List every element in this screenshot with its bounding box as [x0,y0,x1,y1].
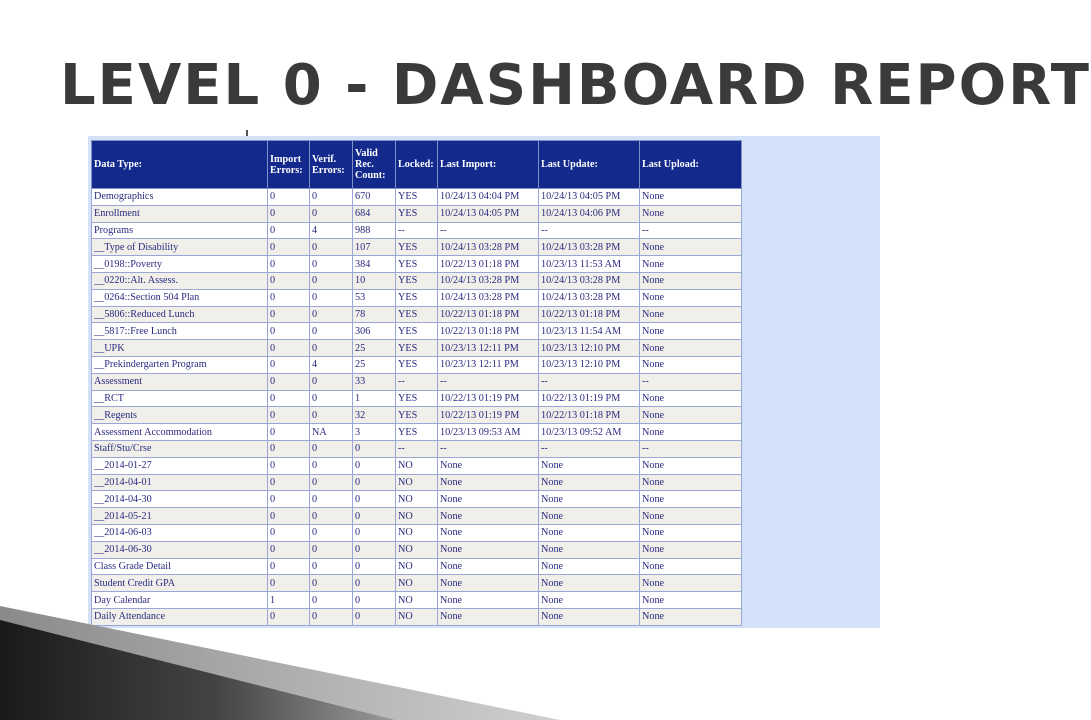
cell-last-update: 10/23/13 11:54 AM [539,323,640,340]
cell-data-type: __Prekindergarten Program [92,356,268,373]
cell-verif-errors: 0 [310,440,353,457]
cell-locked: NO [396,558,438,575]
cell-locked: NO [396,508,438,525]
table-row [92,390,742,407]
table-row [92,289,742,306]
col-header-last-import: Last Import: [438,141,539,189]
cell-last-update: -- [539,373,640,390]
cell-data-type: __2014-05-21 [92,508,268,525]
cell-last-import: -- [438,222,539,239]
cell-locked: YES [396,306,438,323]
cell-data-type: __UPK [92,340,268,357]
cell-data-type: __2014-06-03 [92,524,268,541]
table-row [92,340,742,357]
cell-last-upload: None [640,575,742,592]
cell-locked: -- [396,440,438,457]
col-header-last-update: Last Update: [539,141,640,189]
cell-data-type: __RCT [92,390,268,407]
cell-last-import: 10/22/13 01:18 PM [438,256,539,273]
cell-valid-rec-count: 32 [353,407,396,424]
cell-locked: NO [396,608,438,625]
cell-locked: YES [396,340,438,357]
cell-valid-rec-count: 0 [353,508,396,525]
cell-verif-errors: 0 [310,189,353,206]
cell-last-upload: None [640,272,742,289]
cell-last-import: None [438,491,539,508]
cell-valid-rec-count: 3 [353,424,396,441]
cell-verif-errors: 0 [310,390,353,407]
cell-last-import: -- [438,373,539,390]
cell-locked: NO [396,592,438,609]
col-header-import-errors: Import Errors: [268,141,310,189]
cell-last-upload: None [640,390,742,407]
cell-import-errors: 0 [268,256,310,273]
cell-last-import: 10/24/13 03:28 PM [438,289,539,306]
table-row [92,256,742,273]
cell-verif-errors: 0 [310,306,353,323]
table-row [92,508,742,525]
cell-last-update: -- [539,440,640,457]
table-row [92,239,742,256]
cell-data-type: __5817::Free Lunch [92,323,268,340]
table-row [92,541,742,558]
cell-data-type: Student Credit GPA [92,575,268,592]
cell-locked: YES [396,289,438,306]
cell-import-errors: 0 [268,424,310,441]
cell-import-errors: 0 [268,239,310,256]
cell-import-errors: 0 [268,457,310,474]
cell-data-type: __2014-04-01 [92,474,268,491]
cell-last-import: 10/22/13 01:19 PM [438,407,539,424]
col-header-data-type: Data Type: [92,141,268,189]
cell-import-errors: 0 [268,608,310,625]
table-row [92,440,742,457]
cell-locked: NO [396,457,438,474]
cell-last-update: 10/24/13 04:05 PM [539,189,640,206]
cell-last-upload: None [640,608,742,625]
cell-last-update: 10/22/13 01:18 PM [539,407,640,424]
cell-locked: YES [396,272,438,289]
cell-import-errors: 0 [268,289,310,306]
cell-valid-rec-count: 0 [353,575,396,592]
table-row [92,373,742,390]
cell-last-upload: -- [640,440,742,457]
cell-last-import: 10/24/13 04:05 PM [438,205,539,222]
cell-valid-rec-count: 384 [353,256,396,273]
report-screenshot [88,134,880,628]
cell-last-import: 10/23/13 12:11 PM [438,340,539,357]
cell-valid-rec-count: 988 [353,222,396,239]
cell-verif-errors: 0 [310,256,353,273]
col-header-valid-rec-count: Valid Rec. Count: [353,141,396,189]
cell-locked: NO [396,541,438,558]
cell-locked: YES [396,189,438,206]
cell-last-upload: None [640,407,742,424]
cell-last-import: 10/24/13 03:28 PM [438,272,539,289]
cell-last-upload: None [640,256,742,273]
cell-last-update: 10/24/13 03:28 PM [539,239,640,256]
table-row [92,407,742,424]
cell-valid-rec-count: 670 [353,189,396,206]
cell-last-upload: None [640,323,742,340]
cell-verif-errors: 4 [310,222,353,239]
cell-last-import: 10/22/13 01:19 PM [438,390,539,407]
cell-data-type: __0264::Section 504 Plan [92,289,268,306]
cell-locked: YES [396,239,438,256]
cell-import-errors: 0 [268,356,310,373]
cell-last-import: 10/22/13 01:18 PM [438,323,539,340]
cell-data-type: Class Grade Detail [92,558,268,575]
table-row [92,524,742,541]
cell-data-type: Daily Attendance [92,608,268,625]
cell-verif-errors: 0 [310,524,353,541]
cell-last-update: 10/22/13 01:19 PM [539,390,640,407]
cell-verif-errors: 0 [310,508,353,525]
cell-last-update: None [539,508,640,525]
cell-valid-rec-count: 0 [353,440,396,457]
cell-last-import: None [438,592,539,609]
cell-last-import: None [438,524,539,541]
cell-verif-errors: 4 [310,356,353,373]
table-row [92,306,742,323]
cell-data-type: __Type of Disability [92,239,268,256]
table-row [92,491,742,508]
cell-data-type: __0198::Poverty [92,256,268,273]
cell-verif-errors: 0 [310,541,353,558]
cell-last-import: -- [438,440,539,457]
cell-last-update: -- [539,222,640,239]
cell-valid-rec-count: 0 [353,474,396,491]
cell-last-update: 10/23/13 12:10 PM [539,340,640,357]
table-row [92,558,742,575]
cell-last-import: None [438,541,539,558]
cell-last-import: None [438,608,539,625]
cell-verif-errors: 0 [310,457,353,474]
table-body [92,189,742,626]
cell-import-errors: 0 [268,306,310,323]
cell-last-upload: None [640,558,742,575]
cell-import-errors: 0 [268,440,310,457]
cell-last-update: None [539,575,640,592]
cell-data-type: Staff/Stu/Crse [92,440,268,457]
cell-data-type: __Regents [92,407,268,424]
cell-valid-rec-count: 0 [353,491,396,508]
cell-valid-rec-count: 25 [353,356,396,373]
cell-data-type: __0220::Alt. Assess. [92,272,268,289]
table-row [92,205,742,222]
cell-locked: YES [396,205,438,222]
cell-import-errors: 0 [268,474,310,491]
cell-valid-rec-count: 0 [353,541,396,558]
cell-last-upload: None [640,592,742,609]
cell-verif-errors: 0 [310,491,353,508]
cell-valid-rec-count: 306 [353,323,396,340]
cell-locked: YES [396,356,438,373]
cell-last-update: None [539,491,640,508]
cell-locked: -- [396,222,438,239]
cell-last-upload: None [640,457,742,474]
cell-last-upload: -- [640,373,742,390]
cell-import-errors: 0 [268,222,310,239]
cell-import-errors: 0 [268,340,310,357]
cell-last-update: 10/23/13 11:53 AM [539,256,640,273]
cell-last-update: 10/24/13 04:06 PM [539,205,640,222]
cell-last-upload: None [640,541,742,558]
cell-last-import: None [438,558,539,575]
cell-last-upload: None [640,508,742,525]
table-header-row [92,141,742,189]
cell-import-errors: 0 [268,491,310,508]
cell-valid-rec-count: 0 [353,457,396,474]
cell-last-update: None [539,592,640,609]
cell-valid-rec-count: 0 [353,608,396,625]
cell-data-type: Assessment Accommodation [92,424,268,441]
cell-last-update: 10/24/13 03:28 PM [539,272,640,289]
cell-import-errors: 0 [268,272,310,289]
cell-verif-errors: 0 [310,272,353,289]
cell-import-errors: 0 [268,390,310,407]
cell-last-import: 10/24/13 03:28 PM [438,239,539,256]
cell-verif-errors: 0 [310,558,353,575]
table-row [92,457,742,474]
cell-locked: YES [396,323,438,340]
cell-verif-errors: 0 [310,592,353,609]
cell-valid-rec-count: 1 [353,390,396,407]
cell-last-update: 10/23/13 12:10 PM [539,356,640,373]
table-row [92,189,742,206]
cell-last-update: None [539,541,640,558]
cell-valid-rec-count: 0 [353,524,396,541]
cell-last-import: 10/24/13 04:04 PM [438,189,539,206]
cell-import-errors: 0 [268,189,310,206]
cell-verif-errors: 0 [310,340,353,357]
cell-locked: YES [396,407,438,424]
cell-locked: NO [396,491,438,508]
cell-data-type: Demographics [92,189,268,206]
cell-last-import: 10/22/13 01:18 PM [438,306,539,323]
cell-last-upload: None [640,356,742,373]
cell-import-errors: 0 [268,524,310,541]
cell-last-upload: None [640,340,742,357]
cell-last-upload: None [640,491,742,508]
cell-last-update: None [539,524,640,541]
cell-last-update: 10/24/13 03:28 PM [539,289,640,306]
cell-valid-rec-count: 0 [353,592,396,609]
cell-last-update: None [539,474,640,491]
cell-verif-errors: 0 [310,205,353,222]
cell-import-errors: 0 [268,407,310,424]
cell-locked: NO [396,575,438,592]
cell-last-update: 10/22/13 01:18 PM [539,306,640,323]
slide-corner-decoration [0,590,560,720]
col-header-last-upload: Last Upload: [640,141,742,189]
cell-import-errors: 0 [268,373,310,390]
cell-last-update: None [539,558,640,575]
cell-valid-rec-count: 107 [353,239,396,256]
screenshot-top-border [88,134,880,136]
dashboard-report-table [91,140,742,626]
slide-title: LEVEL 0 - DASHBOARD REPORT [60,53,1091,118]
cell-verif-errors: 0 [310,474,353,491]
cell-valid-rec-count: 78 [353,306,396,323]
table-row [92,424,742,441]
cell-locked: NO [396,524,438,541]
cell-data-type: __2014-06-30 [92,541,268,558]
cell-valid-rec-count: 33 [353,373,396,390]
cell-import-errors: 0 [268,508,310,525]
table-row [92,356,742,373]
col-header-locked: Locked: [396,141,438,189]
cell-data-type: __2014-01-27 [92,457,268,474]
cell-import-errors: 1 [268,592,310,609]
table-row [92,272,742,289]
cell-data-type: Programs [92,222,268,239]
cell-last-import: None [438,508,539,525]
cell-last-upload: None [640,205,742,222]
cell-import-errors: 0 [268,558,310,575]
table-row [92,222,742,239]
cell-import-errors: 0 [268,575,310,592]
cell-verif-errors: NA [310,424,353,441]
cell-last-upload: None [640,474,742,491]
col-header-verif-errors: Verif. Errors: [310,141,353,189]
cell-verif-errors: 0 [310,289,353,306]
cropped-text-fragment [246,130,248,136]
cell-verif-errors: 0 [310,407,353,424]
cell-valid-rec-count: 684 [353,205,396,222]
cell-data-type: Day Calendar [92,592,268,609]
cell-valid-rec-count: 53 [353,289,396,306]
cell-last-upload: None [640,289,742,306]
cell-locked: -- [396,373,438,390]
cell-last-import: None [438,474,539,491]
cell-last-upload: -- [640,222,742,239]
cell-locked: YES [396,256,438,273]
cell-last-import: 10/23/13 09:53 AM [438,424,539,441]
cell-locked: NO [396,474,438,491]
cell-last-upload: None [640,239,742,256]
table-row [92,323,742,340]
cell-last-update: None [539,457,640,474]
cell-import-errors: 0 [268,541,310,558]
cell-data-type: Assessment [92,373,268,390]
cell-data-type: Enrollment [92,205,268,222]
cell-verif-errors: 0 [310,323,353,340]
cell-last-upload: None [640,424,742,441]
cell-locked: YES [396,424,438,441]
cell-data-type: __2014-04-30 [92,491,268,508]
cell-last-upload: None [640,306,742,323]
cell-locked: YES [396,390,438,407]
cell-valid-rec-count: 25 [353,340,396,357]
cell-verif-errors: 0 [310,239,353,256]
cell-last-import: None [438,575,539,592]
cell-import-errors: 0 [268,323,310,340]
cell-import-errors: 0 [268,205,310,222]
cell-verif-errors: 0 [310,608,353,625]
cell-last-update: None [539,608,640,625]
cell-last-import: 10/23/13 12:11 PM [438,356,539,373]
cell-last-upload: None [640,189,742,206]
cell-data-type: __5806::Reduced Lunch [92,306,268,323]
cell-last-import: None [438,457,539,474]
cell-valid-rec-count: 0 [353,558,396,575]
cell-verif-errors: 0 [310,575,353,592]
cell-valid-rec-count: 10 [353,272,396,289]
cell-verif-errors: 0 [310,373,353,390]
cell-last-upload: None [640,524,742,541]
table-row [92,474,742,491]
cell-last-update: 10/23/13 09:52 AM [539,424,640,441]
